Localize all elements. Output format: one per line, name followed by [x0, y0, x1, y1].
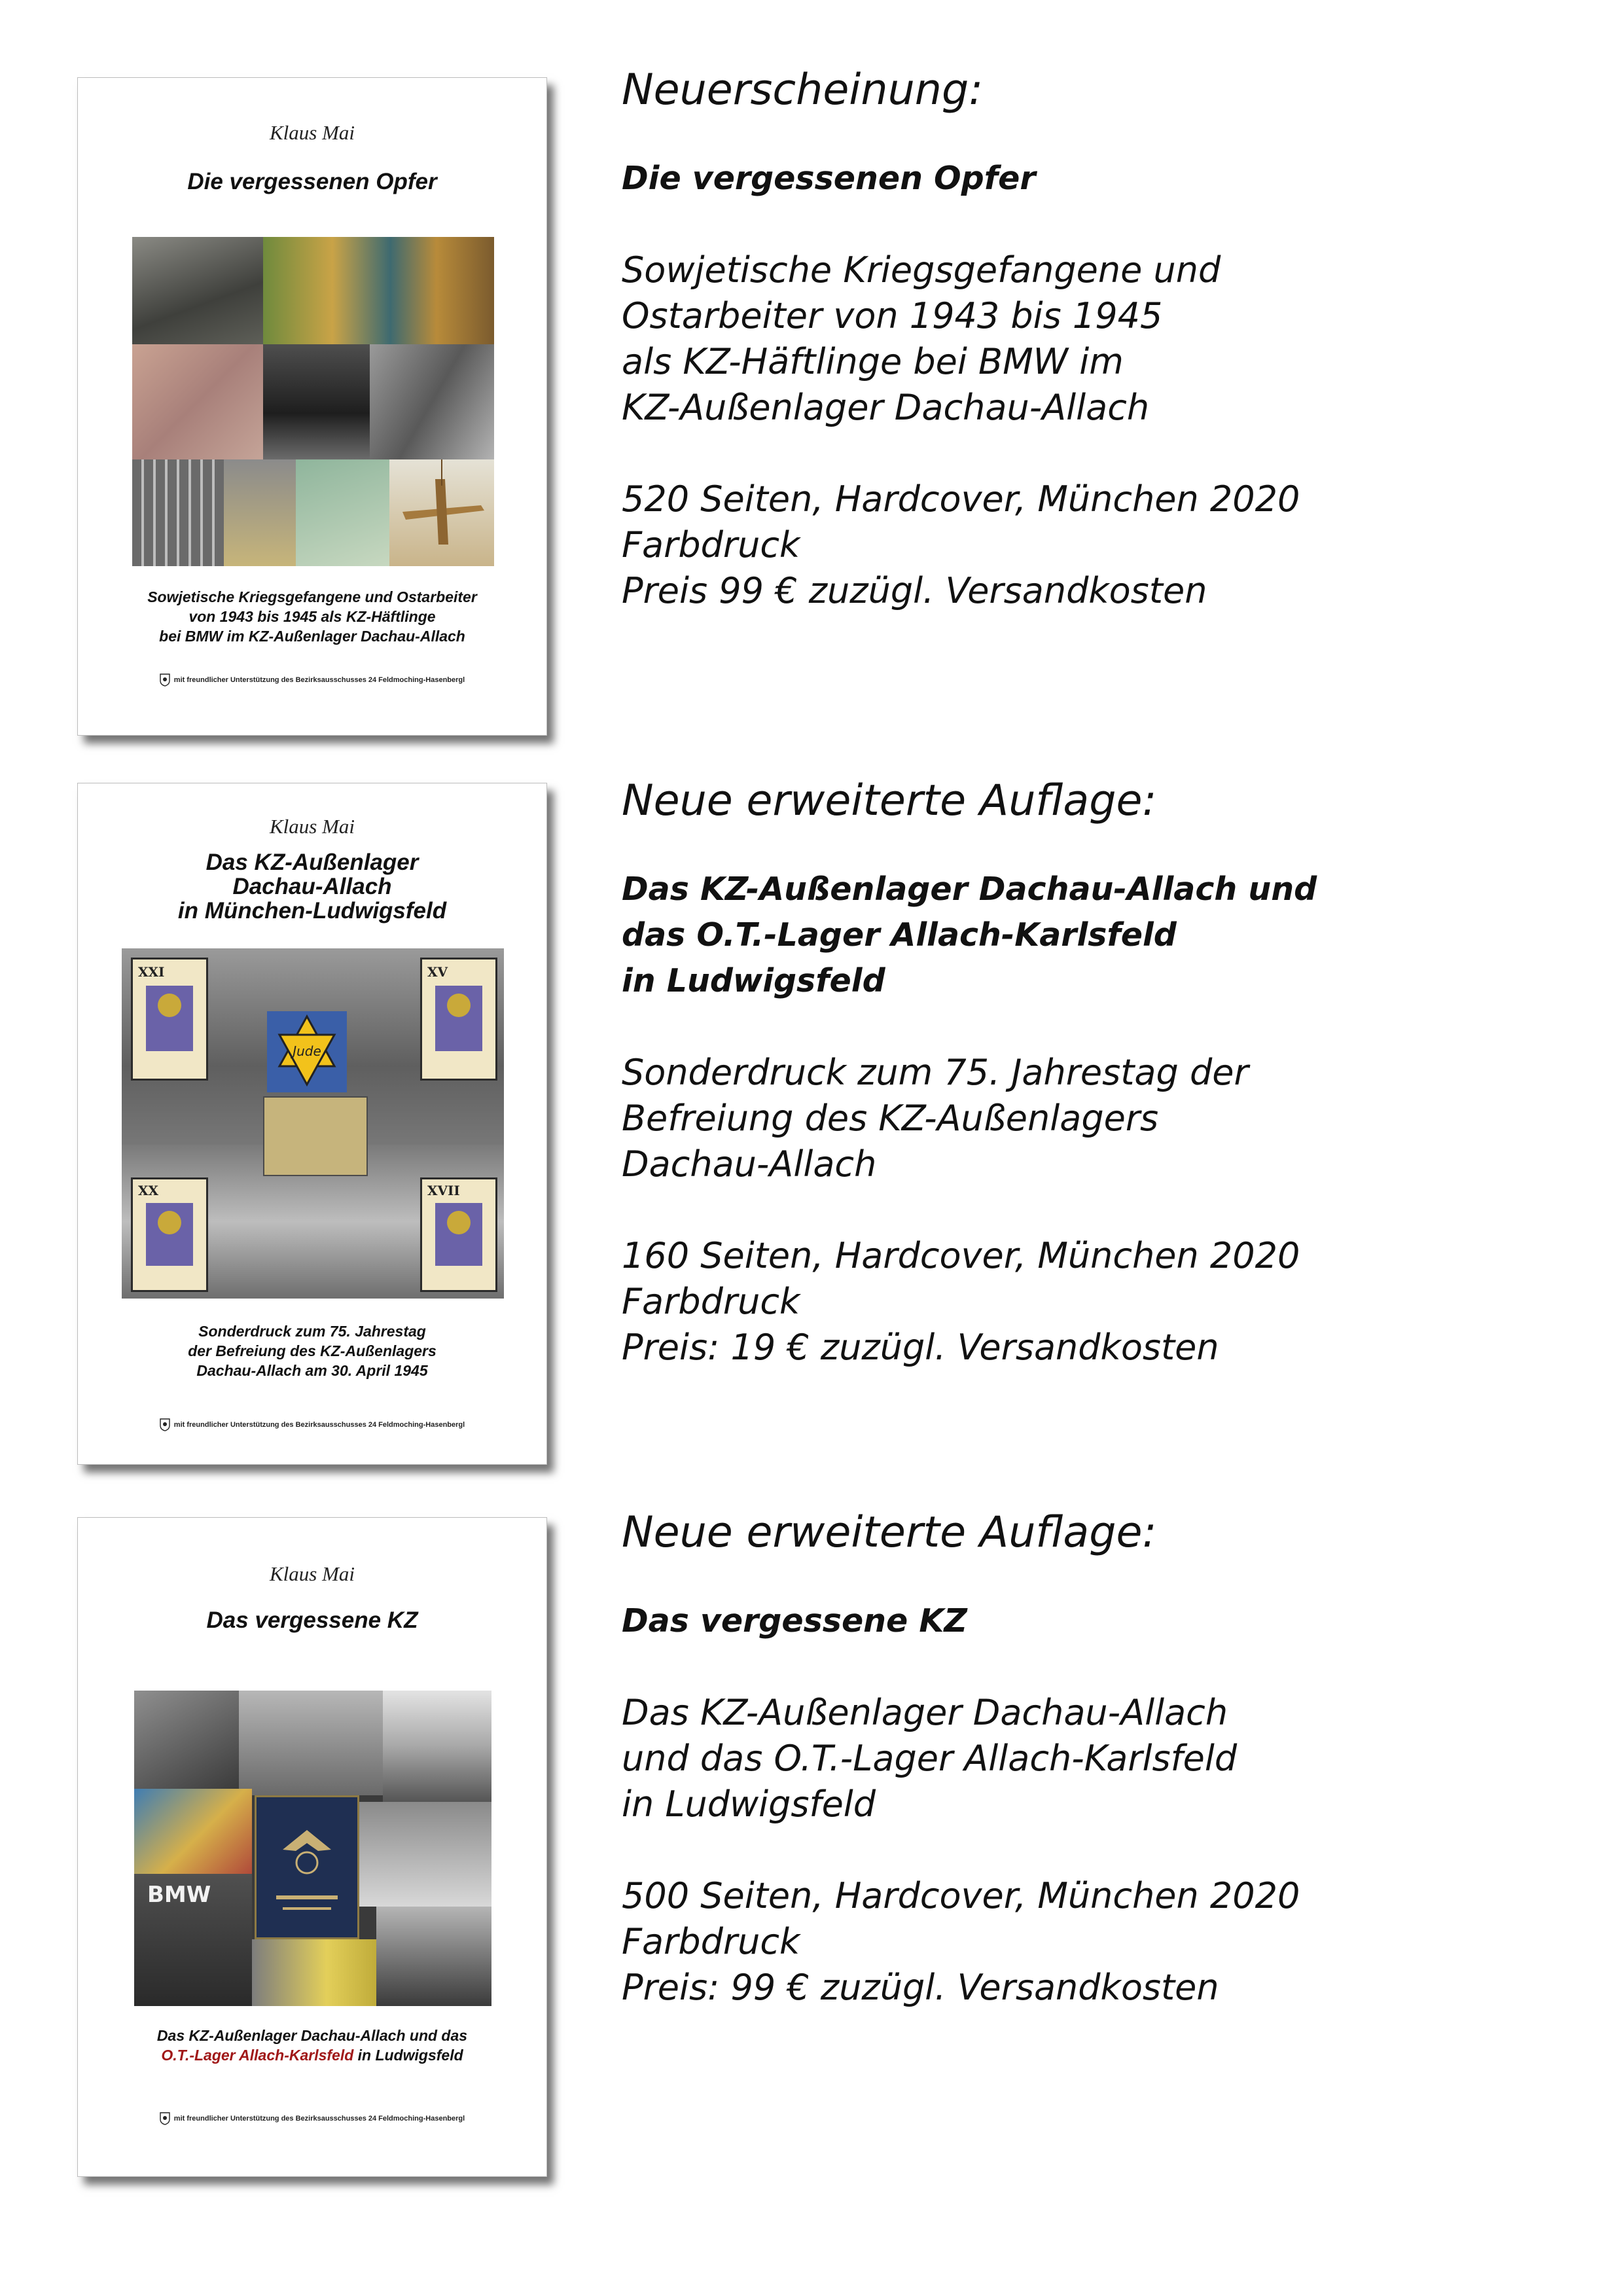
playing-card-icon [422, 1179, 495, 1290]
description-line: Ostarbeiter von 1943 bis 1945 [622, 295, 1163, 336]
book-title-line: das O.T.-Lager Allach-Karlsfeld [622, 916, 1177, 954]
eagle-emblem-icon [257, 1797, 357, 1937]
cover-author: Klaus Mai [269, 815, 355, 838]
cover-subtitle [78, 2026, 546, 2065]
book-title: Die vergessenen Opfer [622, 160, 1036, 197]
book-title: Das vergessene KZ [622, 1602, 967, 1640]
cover-subtitle-line: Sonderdruck zum 75. Jahrestag [198, 1323, 426, 1340]
details-line: 160 Seiten, Hardcover, München 2020 [622, 1235, 1300, 1276]
svg-text:Jude: Jude [293, 1043, 321, 1059]
crest-icon [160, 2112, 170, 2125]
cover-subtitle-line: der Befreiung des KZ-Außenlagers [188, 1342, 437, 1359]
section-label: Neuerscheinung: [622, 65, 984, 115]
book-details [622, 476, 1571, 614]
cover-footer-text: mit freundlicher Unterstützung des Bezirksausschusses 24 Feldmoching-Hasenbergl [173, 1420, 465, 1429]
cover-title: Die vergessenen Opfer [187, 169, 437, 194]
section-label: Neue erweiterte Auflage: [622, 1508, 1157, 1557]
description-line: Das KZ-Außenlager Dachau-Allach [622, 1692, 1228, 1733]
cover-subtitle-line: Sowjetische Kriegsgefangene und Ostarbeiter [147, 588, 477, 605]
model-airplane-icon [389, 459, 494, 566]
book-cover-3 [77, 1517, 547, 2177]
cover-footer [78, 2112, 546, 2125]
cover-footer-text: mit freundlicher Unterstützung des Bezirksausschusses 24 Feldmoching-Hasenbergl [173, 675, 465, 684]
description-line: und das O.T.-Lager Allach-Karlsfeld [622, 1738, 1238, 1779]
book-details [622, 1873, 1571, 2011]
book-info-3 [622, 1507, 1571, 2011]
details-line: 500 Seiten, Hardcover, München 2020 [622, 1875, 1300, 1916]
playing-card-icon [133, 960, 206, 1079]
details-line: 520 Seiten, Hardcover, München 2020 [622, 478, 1300, 520]
book-description [622, 1690, 1571, 1827]
cover-subtitle-line: von 1943 bis 1945 als KZ-Häftlinge [188, 608, 436, 625]
details-line-price: Preis: 99 € zuzügl. Versandkosten [622, 1967, 1219, 2008]
cover-subtitle-line: Dachau-Allach am 30. April 1945 [196, 1362, 428, 1379]
book-description [622, 1050, 1571, 1187]
svg-text:XXI: XXI [138, 964, 165, 980]
cover-photo-collage [132, 237, 494, 566]
description-line: Dachau-Allach [622, 1143, 877, 1185]
cover-subtitle [78, 1321, 546, 1380]
svg-text:XVII: XVII [427, 1183, 460, 1198]
book-details [622, 1233, 1571, 1371]
book-info-2 [622, 775, 1571, 1371]
svg-text:XV: XV [427, 964, 448, 980]
cover-title-line: Dachau-Allach [232, 874, 392, 899]
details-line-price: Preis: 19 € zuzügl. Versandkosten [622, 1327, 1219, 1368]
cover-subtitle-line: bei BMW im KZ-Außenlager Dachau-Allach [159, 628, 465, 645]
cover-title [78, 850, 546, 923]
book-title-line: Das KZ-Außenlager Dachau-Allach und [622, 870, 1317, 908]
playing-card-icon [422, 960, 495, 1079]
description-line: in Ludwigsfeld [622, 1784, 876, 1825]
book-info-1 [622, 64, 1571, 614]
cover-footer [78, 1418, 546, 1431]
description-line: Befreiung des KZ-Außenlagers [622, 1098, 1159, 1139]
playing-card-icon [133, 1179, 206, 1290]
cover-subtitle-highlight: O.T.-Lager Allach-Karlsfeld [161, 2047, 354, 2064]
svg-text:XX: XX [138, 1183, 159, 1198]
cover-subtitle-line: Das KZ-Außenlager Dachau-Allach und das [156, 2027, 468, 2044]
crest-icon [160, 673, 170, 687]
cover-title-line: in München-Ludwigsfeld [177, 898, 447, 924]
details-line-price: Preis 99 € zuzügl. Versandkosten [622, 570, 1207, 611]
section-label: Neue erweiterte Auflage: [622, 776, 1157, 825]
description-line: Sonderdruck zum 75. Jahrestag der [622, 1052, 1249, 1093]
book-title-line: in Ludwigsfeld [622, 962, 885, 999]
cover-subtitle [78, 587, 546, 646]
description-line: Sowjetische Kriegsgefangene und [622, 249, 1221, 291]
cover-title-line: Das KZ-Außenlager [205, 850, 419, 875]
description-line: als KZ-Häftlinge bei BMW im [622, 341, 1124, 382]
book-title [622, 867, 1571, 1004]
details-line: Farbdruck [622, 1281, 800, 1322]
cover-footer [78, 673, 546, 687]
cover-author: Klaus Mai [269, 1562, 355, 1585]
book-cover-2 [77, 783, 547, 1465]
cover-subtitle-rest: in Ludwigsfeld [353, 2047, 463, 2064]
details-line: Farbdruck [622, 524, 800, 565]
cover-author: Klaus Mai [269, 121, 355, 144]
book-description [622, 247, 1571, 431]
cover-photo-collage: BMW [134, 1691, 491, 2006]
crest-icon [160, 1418, 170, 1431]
star-badge-icon [267, 1011, 347, 1092]
description-line: KZ-Außenlager Dachau-Allach [622, 387, 1150, 428]
cover-footer-text: mit freundlicher Unterstützung des Bezirksausschusses 24 Feldmoching-Hasenbergl [173, 2114, 465, 2123]
cover-subtitle-line [78, 2045, 546, 2065]
cover-photo-collage [122, 948, 504, 1299]
details-line: Farbdruck [622, 1921, 800, 1962]
cover-title: Das vergessene KZ [206, 1607, 418, 1633]
book-cover-1 [77, 77, 547, 736]
